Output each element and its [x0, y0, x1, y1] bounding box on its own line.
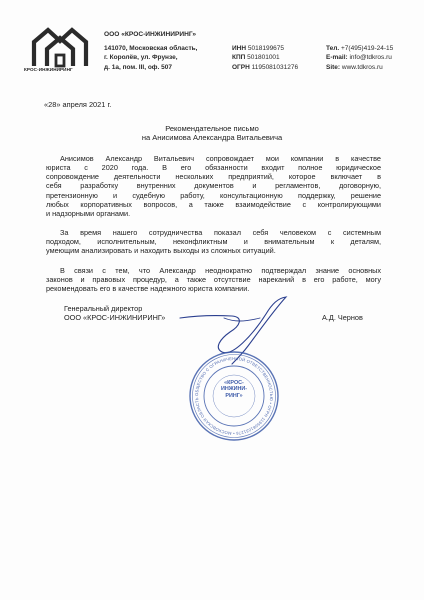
paragraph-line: умеющим анализировать и находить выходы из сложных ситуаций.: [46, 246, 276, 256]
paragraph-line: Анисимов Александр Витальевич сопровождает мои компании в качестве: [60, 154, 381, 163]
signer-name: А.Д. Чернов: [322, 313, 363, 322]
letter-paragraph-1: [46, 154, 381, 218]
ogrn-label: ОГРН: [232, 63, 250, 71]
company-address: [104, 44, 197, 72]
company-name: ООО «КРОС-ИНЖИНИРИНГ»: [104, 31, 197, 38]
seal-center-line: РИНГ»: [225, 392, 243, 399]
address-line: д. 1а, пом. III, оф. 507: [104, 63, 172, 71]
inn-value: 5018199675: [247, 45, 285, 52]
paragraph-line: В связи с тем, что Александр неоднократно подтверждал знание основных: [60, 266, 381, 275]
company-contacts: [326, 44, 393, 72]
paragraph-line: За время нашего сотрудничества показал себя человеком с системным: [60, 228, 381, 237]
phone-label: Тел.: [326, 45, 340, 52]
letter-paragraph-3: [46, 266, 381, 293]
phone-value: +7(495)419-24-15: [341, 45, 394, 52]
signatory-position: [64, 304, 165, 323]
seal-center-line: «КРОС-: [224, 380, 244, 386]
email-value: info@tdkros.ru: [349, 54, 392, 62]
ogrn-value: 1195081031276: [251, 63, 299, 71]
paragraph-line: претензионную и судебную работу, консультационную поддержку, решение: [46, 190, 381, 200]
email-label: E-mail:: [326, 54, 348, 62]
paragraph-line: любых корпоративных вопросов, а также взаимодействие с контролирующими: [46, 199, 381, 209]
paragraph-line: юриста с 2020 года. В его обязанности входит полное юридическое: [46, 163, 381, 173]
kpp-label: КПП: [232, 54, 246, 62]
paragraph-line: законов и правовых процедур, а также отсутствие нареканий в его работе, могу: [46, 275, 381, 285]
inn-label: ИНН: [232, 45, 247, 52]
site-value: www.tdkros.ru: [341, 63, 383, 71]
paragraph-line: рекомендовать его в качестве надежного юриста компании.: [46, 284, 250, 294]
paragraph-line: сопровождение деятельности нескольких предприятий, которое включает в: [46, 172, 381, 182]
seal-center-text: [213, 380, 255, 399]
letter-date: «28» апреля 2021 г.: [44, 100, 112, 109]
paragraph-line: себя разработку внутренних документов и регламентов, договорную,: [46, 181, 381, 191]
paragraph-line: и надзорными органами.: [46, 208, 131, 218]
kpp-value: 501801001: [247, 54, 280, 62]
position-title: Генеральный директор: [64, 304, 143, 313]
position-company: ООО «КРОС-ИНЖИНИРИНГ»: [64, 313, 166, 323]
letter-subtitle: на Анисимова Александра Витальевича: [141, 133, 283, 142]
seal-ring-text: ОБЩЕСТВО С ОГРАНИЧЕННОЙ ОТВЕТСТВЕННОСТЬЮ • ОГРН 1195081031276 • МОСКОВСКАЯ ОБЛАСТЬ: [193, 355, 275, 437]
address-line: г. Королёв, ул. Фрунзе,: [104, 54, 178, 62]
letter-paragraph-2: [46, 228, 381, 255]
site-label: Site:: [326, 63, 341, 71]
company-registration: [232, 44, 298, 72]
address-line: 141070, Московская область,: [104, 45, 198, 52]
letter-title: Рекомендательное письмо: [165, 124, 259, 133]
seal-center-line: ИНЖИНИ-: [220, 386, 248, 393]
logo-wordmark: КРОС-ИНЖИНИРИНГ: [24, 67, 73, 72]
paragraph-line: подходом, исполнительным, неконфликтным и внимательным к деталям,: [46, 237, 381, 247]
